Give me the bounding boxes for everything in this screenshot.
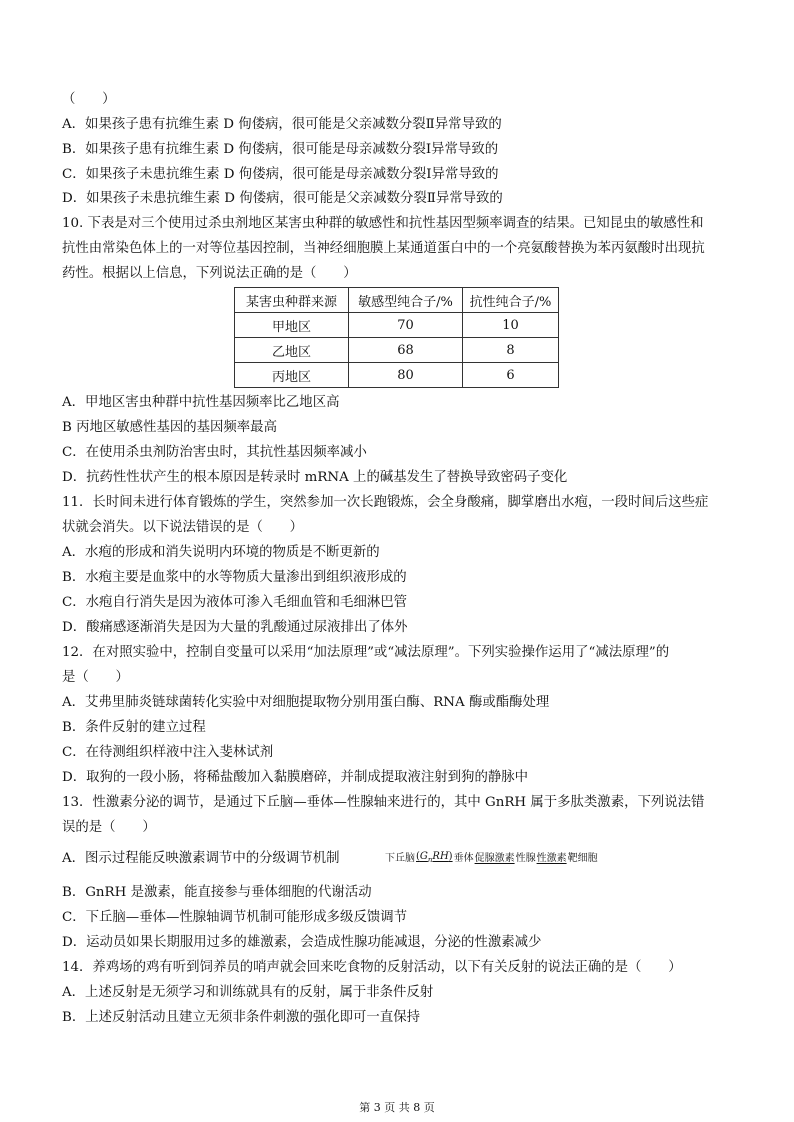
q10-option-d: D．抗药性性状产生的根本原因是转录时 mRNA 上的碱基发生了替换导致密码子变化 [62, 470, 568, 485]
q9-option-d: D．如果孩子未患抗维生素 D 佝偻病，很可能是父亲减数分裂Ⅱ异常导致的 [62, 191, 503, 206]
q11-option-c: C．水疱自行消失是因为液体可渗入毛细血管和毛细淋巴管 [62, 595, 408, 610]
table-row [235, 338, 559, 363]
gnrh-rh: RH [432, 851, 449, 862]
paren-close: ) [448, 851, 453, 862]
q10-option-a: A．甲地区害虫种群中抗性基因频率比乙地区高 [62, 395, 340, 410]
table-row [235, 363, 559, 388]
page-footer: 第 3 页 共 8 页 [359, 1101, 435, 1114]
question-10-text: 10. 下表是对三个使用过杀虫剂地区某害虫种群的敏感性和抗性基因型频率调查的结果。已知昆虫的敏感性和 [62, 216, 704, 231]
question-9-stem: （ ） [62, 92, 116, 107]
q13-option-a: A．图示过程能反映激素调节中的分级调节机制 [62, 851, 340, 866]
q10-option-b: B 丙地区敏感性基因的基因频率最高 [62, 420, 277, 435]
table-cell: 10 [463, 313, 559, 338]
question-10-text: 抗性由常染色体上的一对等位基因控制，当神经细胞膜上某通道蛋白中的一个亮氨酸替换为苯丙氨酸时出现抗 [62, 241, 705, 256]
q9-option-b: B．如果孩子患有抗维生素 D 佝偻病，很可能是母亲减数分裂Ⅰ异常导致的 [62, 142, 499, 157]
table-cell: 80 [349, 363, 463, 388]
question-11-text: 状就会消失。以下说法错误的是（ ） [62, 520, 304, 535]
question-13-text: 13．性激素分泌的调节，是通过下丘脑—垂体—性腺轴来进行的，其中 GnRH 属于多肽类激素，下列说法错 [62, 795, 705, 810]
flow-node-pituitary: 垂体 [453, 852, 474, 864]
gnrh-subscript: n [427, 856, 433, 864]
table-row [235, 313, 559, 338]
table-header-row [235, 288, 559, 313]
q13-option-b: B．GnRH 是激素，能直接参与垂体细胞的代谢活动 [62, 885, 372, 900]
table-cell: 70 [349, 313, 463, 338]
paren-open: ( [416, 851, 420, 862]
q11-option-b: B．水疱主要是血浆中的水等物质大量渗出到组织液形成的 [62, 570, 407, 585]
q13-option-d: D．运动员如果长期服用过多的雄激素，会造成性腺功能减退，分泌的性激素减少 [62, 935, 542, 950]
question-11-text: 11．长时间未进行体育锻炼的学生，突然参加一次长跑锻炼，会全身酸痛，脚掌磨出水疱，一段时间后这些症 [62, 495, 709, 510]
question-10-text: 药性。根据以上信息，下列说法正确的是（ ） [62, 266, 357, 281]
table-header-cell: 抗性纯合子/% [463, 288, 559, 313]
q14-option-a: A．上述反射是无须学习和训练就具有的反射，属于非条件反射 [62, 985, 434, 1000]
question-12-text: 12．在对照实验中，控制自变量可以采用“加法原理”或“减法原理”。下列实验操作运用了“减法原理”的 [62, 645, 670, 660]
question-12-text: 是（ ） [62, 670, 129, 685]
question-13-text: 误的是（ ） [62, 820, 156, 835]
q11-option-d: D．酸痛感逐渐消失是因为大量的乳酸通过尿液排出了体外 [62, 620, 408, 635]
flow-arrow-sex-hormone: 性激素 [536, 852, 567, 864]
q9-option-c: C．如果孩子未患抗维生素 D 佝偻病，很可能是母亲减数分裂Ⅰ异常导致的 [62, 167, 499, 182]
q12-option-d: D．取狗的一段小肠，将稀盐酸加入黏膜磨碎，并制成提取液注射到狗的静脉中 [62, 770, 529, 785]
table-cell: 甲地区 [235, 313, 349, 338]
q12-option-b: B．条件反射的建立过程 [62, 720, 206, 735]
table-cell: 丙地区 [235, 363, 349, 388]
q13-option-c: C．下丘脑—垂体—性腺轴调节机制可能形成多级反馈调节 [62, 910, 408, 925]
table-header-cell: 某害虫种群来源 [235, 288, 349, 313]
q14-option-b: B．上述反射活动且建立无须非条件刺激的强化即可一直保持 [62, 1010, 420, 1025]
q11-option-a: A．水疱的形成和消失说明内环境的物质是不断更新的 [62, 545, 380, 560]
table-cell: 8 [463, 338, 559, 363]
table-cell: 68 [349, 338, 463, 363]
q12-option-a: A．艾弗里肺炎链球菌转化实验中对细胞提取物分别用蛋白酶、RNA 酶或酯酶处理 [62, 695, 550, 710]
table-cell: 6 [463, 363, 559, 388]
flow-arrow-gnrh [416, 850, 453, 867]
gnrh-g: G [419, 851, 428, 862]
survey-table [234, 287, 559, 388]
flow-node-gonad: 性腺 [515, 852, 536, 864]
table-header-cell: 敏感型纯合子/% [349, 288, 463, 313]
q9-option-a: A．如果孩子患有抗维生素 D 佝偻病，很可能是父亲减数分裂Ⅱ异常导致的 [62, 117, 502, 132]
flow-node-target-cell: 靶细胞 [567, 852, 598, 864]
flow-arrow-gonadotropin: 促腺激素 [474, 852, 515, 864]
table-cell: 乙地区 [235, 338, 349, 363]
flow-node-hypothalamus: 下丘脑 [385, 852, 415, 864]
question-14-text: 14．养鸡场的鸡有听到饲养员的哨声就会回来吃食物的反射活动，以下有关反射的说法正确的是（ ） [62, 960, 682, 975]
hormone-flow-diagram [385, 850, 598, 867]
q10-option-c: C．在使用杀虫剂防治害虫时，其抗性基因频率减小 [62, 445, 367, 460]
q12-option-c: C．在待测组织样液中注入斐林试剂 [62, 745, 274, 760]
